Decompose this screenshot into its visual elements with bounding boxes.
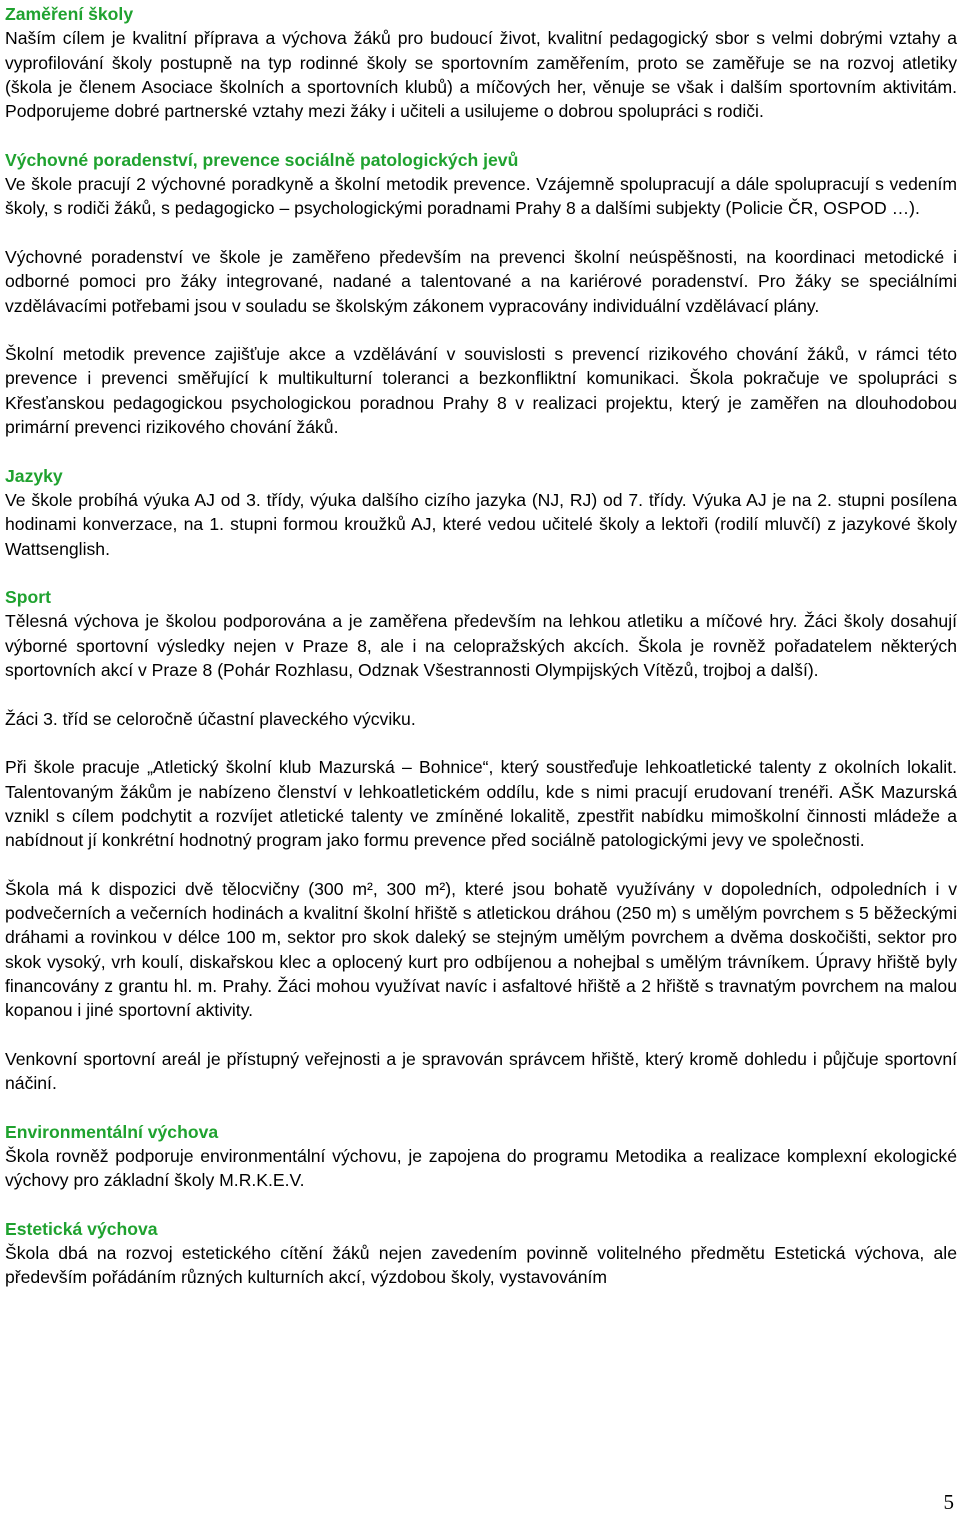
paragraph: Naším cílem je kvalitní příprava a výchova žáků pro budoucí život, kvalitní pedagogický sbor s velmi dobrými vztahy a vyprofilování školy postupně na typ rodinné školy se sportovním zaměřením, proto se zaměřuje se na rozvoj atletiky (škola je členem Asociace školních a sportovních klubů) a míčových her, věnuje se však i dalším sportovním aktivitám. Podporujeme dobré partnerské vztahy mezi žáky i učiteli a usilujeme o dobrou spolupráci s rodiči. xyxy=(5,28,957,122)
document-page xyxy=(5,2,957,1290)
paragraph: Žáci 3. tříd se celoročně účastní plaveckého výcviku. xyxy=(5,708,416,729)
paragraph: Při škole pracuje „Atletický školní klub Mazurská – Bohnice“, který soustřeďuje lehkoatletické talenty z okolních lokalit. Talentovaným žákům je nabízeno členství v lehkoatletickém oddílu, kde s nimi pracují erudovaní trenéři. AŠK Mazurská vznikl s cílem podchytit a rozvíjet atletické talenty ve zmíněné lokalitě, zpestřit nabídku mimoškolní činnosti mládeže a nabídnout jí konkrétní hodnotný program jako formu prevence před sociálně patologickými jevy ve společnosti. xyxy=(5,757,957,851)
paragraph: Škola má k dispozici dvě tělocvičny (300 m², 300 m²), které jsou bohatě využívány v dopoledních, odpoledních i v podvečerních a večerních hodinách a kvalitní školní hřiště s atletickou dráhou (250 m) s umělým povrchem s 5 běžeckými dráhami a rovinkou v délce 100 m, sektor pro skok daleký se stejným umělým povrchem a dvěma doskočišti, sektor pro skok vysoký, vrh koulí, diskařskou klec a oplocený kurt pro odbíjenou a nohejbal s umělým trávníkem. Úpravy hřiště byly financovány z grantu hl. m. Prahy. Žáci mohou využívat navíc i asfaltové hřiště a 2 hřiště s travnatým povrchem na malou kopanou i jiné sportovní aktivity. xyxy=(5,878,957,1021)
section-environmentalni-vychova xyxy=(5,1120,957,1193)
section-heading: Environmentální výchova xyxy=(5,1121,219,1142)
section-heading: Výchovné poradenství, prevence sociálně patologických jevů xyxy=(5,149,519,170)
paragraph: Škola dbá na rozvoj estetického cítění žáků nejen zavedením povinně volitelného předmětu Estetická výchova, ale především pořádáním různých kulturních akcí, výzdobou školy, vystavováním xyxy=(5,1243,957,1288)
paragraph: Ve škole probíhá výuka AJ od 3. třídy, výuka dalšího cizího jazyka (NJ, RJ) od 7. třídy. Výuka AJ je na 2. stupni posílena hodinami konverzace, na 1. stupni formou kroužků AJ, které vedou učitelé školy a lektoři (rodilí mluvčí) z jazykové školy Wattsenglish. xyxy=(5,489,957,559)
section-heading: Sport xyxy=(5,587,51,608)
paragraph: Tělesná výchova je školou podporována a je zaměřena především na lehkou atletiku a míčové hry. Žáci školy dosahují výborné sportovní výsledky nejen v Praze 8, ale i na celopražských akcích. Škola je rovněž pořadatelem některých sportovních akcí v Praze 8 (Pohár Rozhlasu, Odznak Všestrannosti Olympijských Vítězů, trojboj a další). xyxy=(5,611,957,681)
section-zamereni-skoly xyxy=(5,2,957,123)
page-number: 5 xyxy=(943,1490,954,1514)
paragraph: Ve škole pracují 2 výchovné poradkyně a školní metodik prevence. Vzájemně spolupracují a dále spolupracují s vedením školy, s rodiči žáků, s pedagogicko – psychologickými poradnami Prahy 8 a dalšími subjekty (Policie ČR, OSPOD …). xyxy=(5,174,957,219)
section-heading: Jazyky xyxy=(5,465,63,486)
paragraph: Školní metodik prevence zajišťuje akce a vzdělávání v souvislosti s prevencí rizikového chování žáků, v rámci této prevence i prevenci směřující k multikulturní toleranci a bezkonfliktní komunikaci. Škola pokračuje ve spolupráci s Křesťanskou pedagogickou psychologickou poradnou Prahy 8 v realizaci projektu, který je zaměřen na dlouhodobou primární prevenci rizikového chování žáků. xyxy=(5,344,957,438)
paragraph: Venkovní sportovní areál je přístupný veřejnosti a je spravován správcem hřiště, který kromě dohledu i půjčuje sportovní náčiní. xyxy=(5,1048,957,1094)
section-esteticka-vychova xyxy=(5,1217,957,1290)
section-heading: Estetická výchova xyxy=(5,1218,158,1239)
section-sport xyxy=(5,585,957,1095)
section-heading: Zaměření školy xyxy=(5,4,134,24)
section-vychovne-poradenstvi xyxy=(5,148,957,440)
section-jazyky xyxy=(5,464,957,561)
paragraph: Výchovné poradenství ve škole je zaměřeno především na prevenci školní neúspěšnosti, na koordinaci metodické i odborné pomoci pro žáky integrované, nadané a talentované a na kariérové poradenství. Pro žáky se speciálními vzdělávacími potřebami jsou v souladu se školským zákonem vypracovány individuální vzdělávací plány. xyxy=(5,246,957,316)
paragraph: Škola rovněž podporuje environmentální výchovu, je zapojena do programu Metodika a realizace komplexní ekologické výchovy pro základní školy M.R.K.E.V. xyxy=(5,1145,957,1191)
